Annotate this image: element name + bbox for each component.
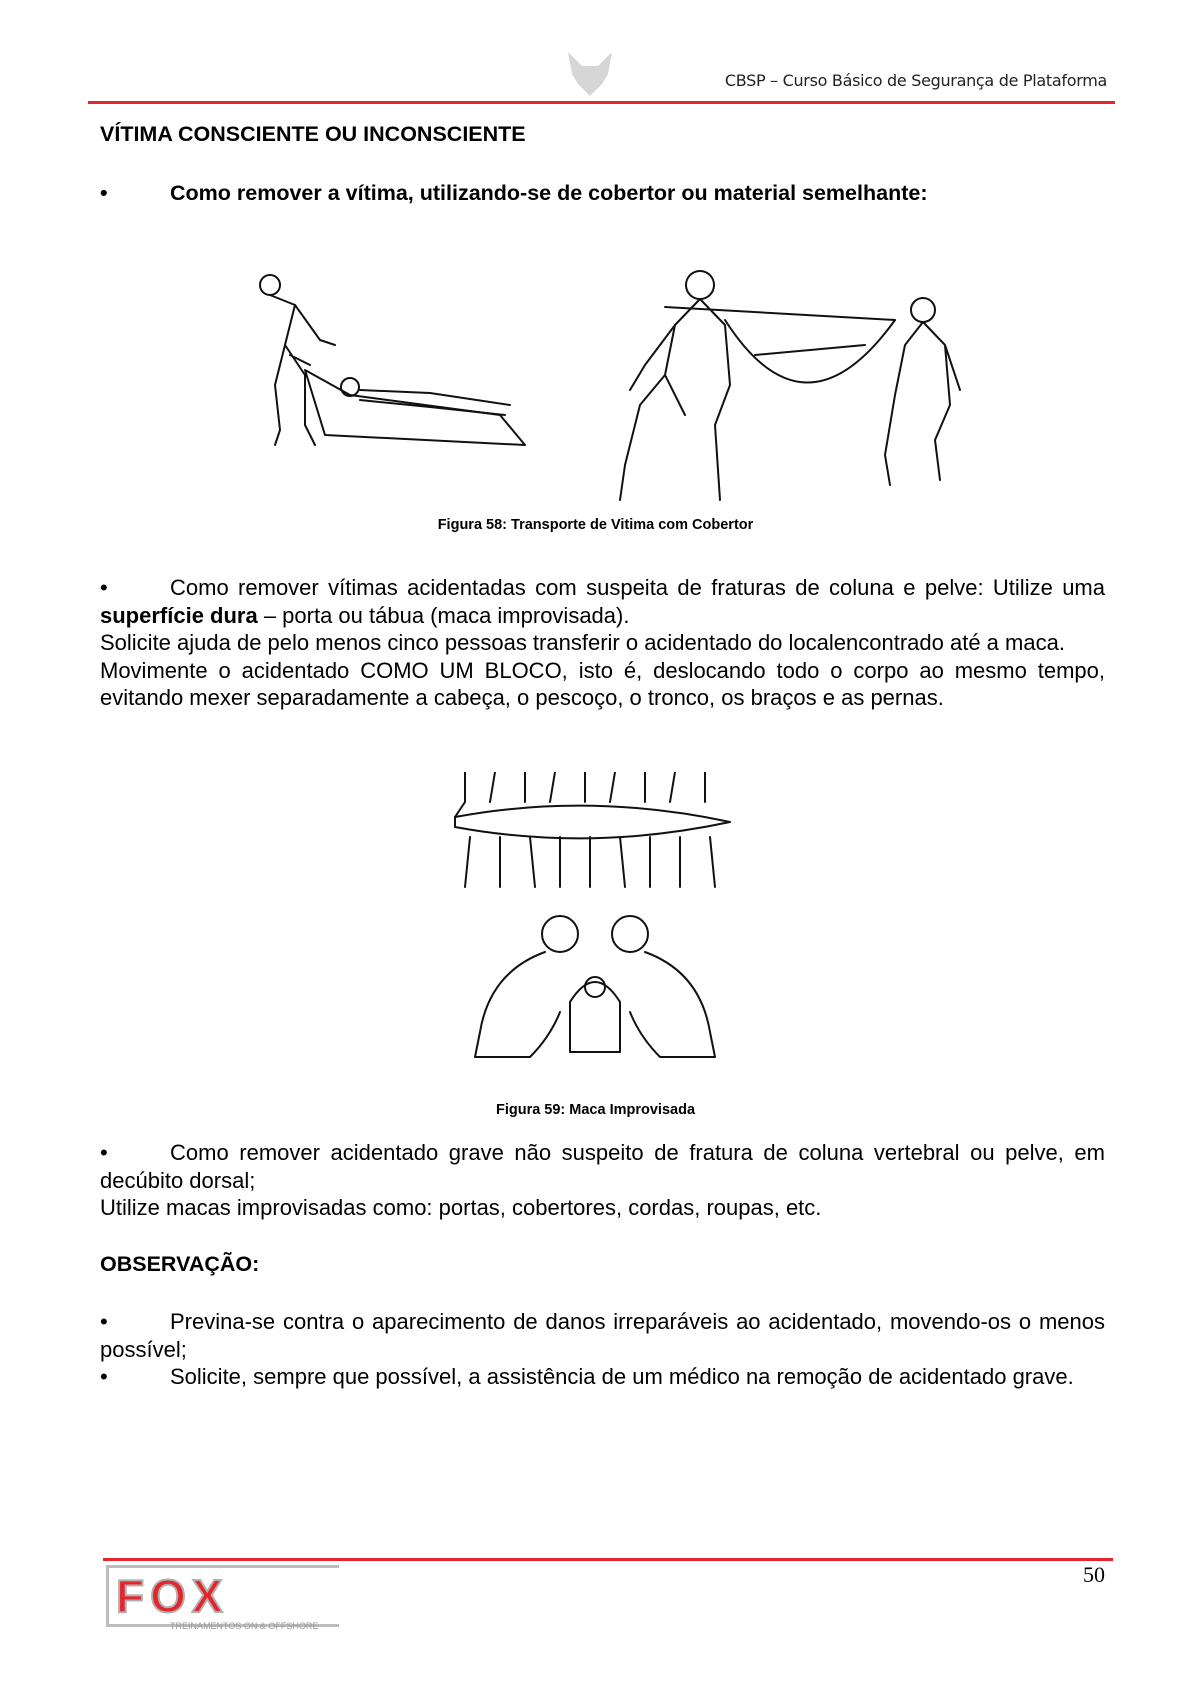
bullet-intro-text: Como remover a vítima, utilizando-se de cobertor ou material semelhante: xyxy=(170,181,928,205)
grave-bullet xyxy=(100,1139,1105,1194)
figure-59-kneeling-rescuers-illustration xyxy=(470,912,720,1067)
footer-divider xyxy=(103,1558,1113,1561)
observation-item xyxy=(100,1363,1105,1391)
page-number: 50 xyxy=(1083,1562,1105,1587)
figure-59-hands-illustration xyxy=(450,772,740,890)
bullet-icon: • xyxy=(100,575,108,600)
bullet-icon: • xyxy=(100,181,108,205)
logo-wordmark: FOX xyxy=(116,1570,229,1622)
logo-tagline: TREINAMENTOS ON & OFFSHORE xyxy=(170,1621,319,1631)
observation-item-text: Solicite, sempre que possível, a assistência de um médico na remoção de acidentado grave. xyxy=(170,1364,1074,1390)
spine-block-text: Movimente o acidentado COMO UM BLOCO, isto é, deslocando todo o corpo ao mesmo tempo, evitando mexer separadamente a cabeça, o pescoço, o tronco, os braços e as pernas. xyxy=(100,657,1105,711)
observation-title: OBSERVAÇÃO: xyxy=(100,1252,260,1276)
bullet-intro xyxy=(100,180,1105,208)
grave-instructions xyxy=(100,1139,1105,1222)
spine-help-text: Solicite ajuda de pelo menos cinco pessoas transferir o acidentado do localencontrado até a maca. xyxy=(100,630,1065,656)
figure-58-blanket-carry-illustration xyxy=(605,265,965,505)
spine-bullet xyxy=(100,574,1105,629)
fox-logo xyxy=(106,1565,341,1633)
figure-58-blanket-drag-illustration xyxy=(250,265,570,465)
grave-improvise-text: Utilize macas improvisadas como: portas, cobertores, cordas, roupas, etc. xyxy=(100,1195,822,1221)
spine-instructions xyxy=(100,574,1105,712)
section-title: VÍTIMA CONSCIENTE OU INCONSCIENTE xyxy=(100,122,526,146)
fox-watermark-icon xyxy=(562,50,618,98)
header-divider xyxy=(88,101,1115,104)
figure-59-caption: Figura 59: Maca Improvisada xyxy=(495,1102,696,1118)
spine-text-bold: superfície dura xyxy=(100,602,258,628)
observation-item-text: Previna-se contra o aparecimento de danos irreparáveis ao acidentado, movendo-os o menos possível; xyxy=(100,1309,1105,1362)
spine-text-end: – porta ou tábua (maca improvisada). xyxy=(257,602,630,628)
bullet-icon: • xyxy=(100,1364,108,1390)
bullet-icon: • xyxy=(100,1140,108,1165)
bullet-icon: • xyxy=(100,1309,108,1334)
course-title: CBSP – Curso Básico de Segurança de Plataforma xyxy=(724,71,1107,90)
observation-list xyxy=(100,1308,1105,1391)
spine-text-start: Como remover vítimas acidentadas com suspeita de fraturas de coluna e pelve: Utilize uma xyxy=(170,575,1105,600)
grave-text: Como remover acidentado grave não suspeito de fratura de coluna vertebral ou pelve, em decúbito dorsal; xyxy=(100,1140,1105,1193)
figure-58-caption: Figura 58: Transporte de Vitima com Cobertor xyxy=(437,517,754,533)
observation-item xyxy=(100,1308,1105,1363)
